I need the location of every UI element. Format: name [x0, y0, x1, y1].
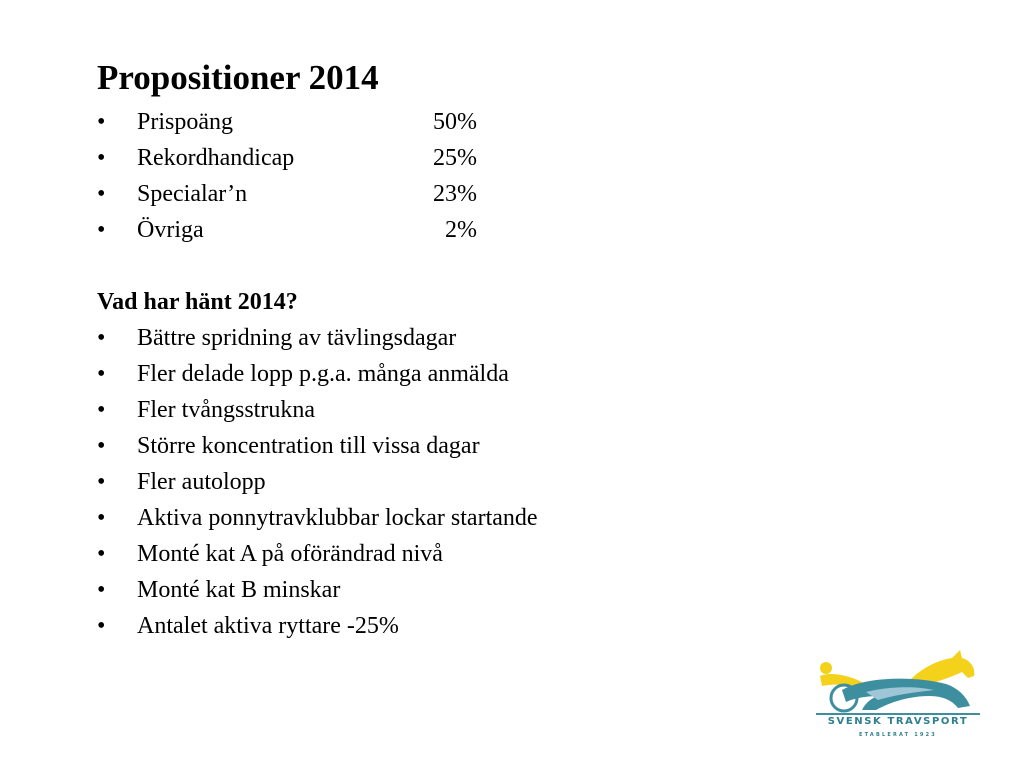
item-label: Monté kat A på oförändrad nivå	[137, 541, 443, 567]
logo-name: SVENSK TRAVSPORT	[827, 716, 969, 727]
item-value: 23%	[433, 181, 477, 207]
svensk-travsport-logo	[806, 640, 990, 744]
bullet: •	[97, 145, 106, 171]
item-label: Fler tvångsstrukna	[137, 397, 315, 423]
item-value: 50%	[433, 109, 477, 135]
bullet: •	[97, 469, 106, 495]
item-label: Antalet aktiva ryttare -25%	[137, 613, 399, 639]
logo-subtitle: ETABLERAT 1923	[859, 732, 937, 738]
item-label: Bättre spridning av tävlingsdagar	[137, 325, 457, 351]
item-label: Aktiva ponnytravklubbar lockar startande	[137, 505, 538, 531]
item-value: 2%	[445, 217, 477, 243]
item-label: Prispoäng	[137, 109, 233, 135]
bullet: •	[97, 505, 106, 531]
item-value: 25%	[433, 145, 477, 171]
section-heading: Vad har hänt 2014?	[97, 289, 298, 315]
item-label: Rekordhandicap	[137, 145, 295, 171]
item-label: Monté kat B minskar	[137, 577, 341, 603]
item-label: Specialar’n	[137, 181, 248, 207]
bullet: •	[97, 577, 106, 603]
bullet: •	[97, 217, 106, 243]
trotting-horse-icon	[806, 640, 990, 716]
bullet: •	[97, 541, 106, 567]
item-label: Fler delade lopp p.g.a. många anmälda	[137, 361, 509, 387]
bullet: •	[97, 325, 106, 351]
bullet: •	[97, 433, 106, 459]
slide-title: Propositioner 2014	[97, 58, 379, 97]
bullet: •	[97, 397, 106, 423]
bullet: •	[97, 613, 106, 639]
bullet: •	[97, 361, 106, 387]
bullet: •	[97, 109, 106, 135]
item-label: Större koncentration till vissa dagar	[137, 433, 480, 459]
bullet: •	[97, 181, 106, 207]
item-label: Övriga	[137, 217, 204, 243]
item-label: Fler autolopp	[137, 469, 266, 495]
